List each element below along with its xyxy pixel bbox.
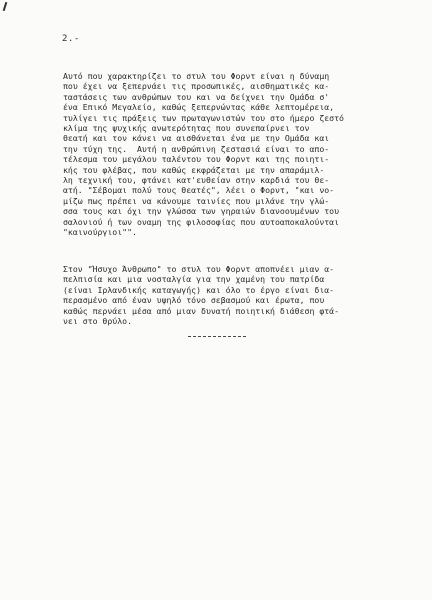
corner-pen-mark [3,2,8,11]
text-line: ατή. "Σέβομαι πολύ τους θεατές", λέει ο Φορντ, "και νο- [63,185,335,196]
text-line: κλίμα της ψυχικής ανωτερότητας που συνεπαίρνει τον [63,123,310,134]
text-line: σσα τους και όχι την γλώσσα των γηραιών διανοουμένων του [63,206,340,217]
text-line: κής του φλέβας, που καθώς εκφράζεται με την απαράμιλ- [63,164,325,175]
text-line: θεατή και τον κάνει να αισθάνεται ένα με την Ομάδα και [63,133,330,144]
text-line: πελπισία και μια νοσταλγία για την χαμένη του πατρίδα [63,274,325,285]
text-line: τέλεσμα του μεγάλου ταλέντου του Φορντ και της ποιητι- [63,154,330,165]
paragraph-2 [63,264,385,326]
text-line: που έχει να ξεπερνάει τις προσωπικές, αισθηματικές κα- [63,81,330,92]
text-line: τυλίγει τις πράξεις των πρωταγωνιστών του στο ήμερο ζεστό [63,112,344,123]
paragraph-1 [63,71,385,238]
section-divider [188,336,246,337]
text-line: ένα Επικό Μεγαλείο, καθώς ξεπερνώντας κάθε λεπτομέρεια, [63,102,335,113]
text-line: την τύχη της. Αυτή η ανθρώπινη ζεστασιά είναι το απο- [63,143,330,154]
text-line: μίζω πως πρέπει να κάνουμε ταινίες που μιλάνε την γλώ- [63,195,330,206]
text-line: (είναι Ιρλανδικής καταγωγής) και όλο το έργο είναι δια- [63,284,335,295]
text-line: περασμένο από έναν υψηλό τόνο σεβασμού και έρωτα, που [63,295,325,306]
text-line: "καινούργιοι"". [63,227,137,238]
page-number: 2.- [62,34,80,44]
text-line: καθώς περνάει μέσα από μιαν δυνατή ποιητική διάθεση φτά- [63,305,340,316]
text-line: λη τεχνική του, φτάνει κατ'ευθείαν στην καρδιά του θε- [63,175,330,186]
text-line: Στον "Ήσυχο Άνθρωπο" το στυλ του Φορντ αποπνέει μιαν α- [63,264,335,274]
text-line: Αυτό που χαρακτηρίζει το στυλ του Φορντ είναι η δύναμη [63,71,330,81]
text-line: ταστάσεις των ανθρώπων του και να δείχνει την Ομάδα σ' [63,91,330,102]
text-line: σαλονιού ή των οναμη της φιλοσοφίας που αυτοαποκαλούνται [63,216,340,227]
text-line: νει στο θρύλο. [63,316,133,327]
